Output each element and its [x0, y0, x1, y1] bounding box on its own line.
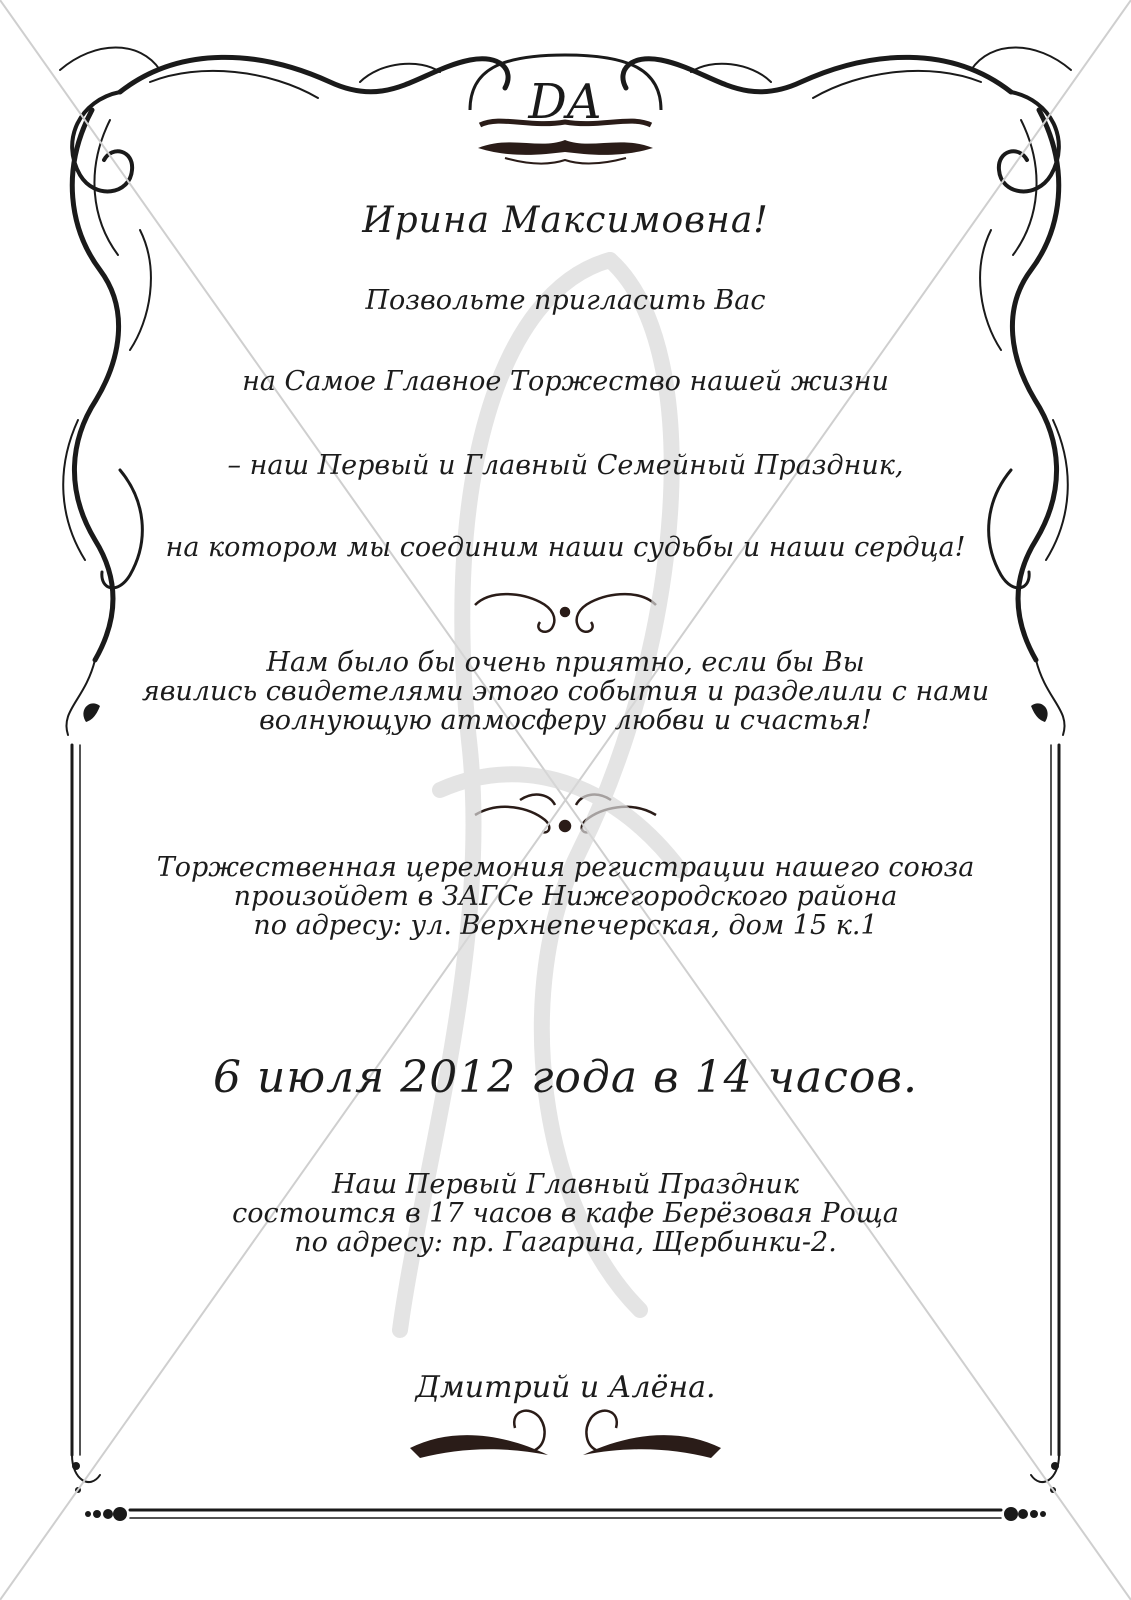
- intro-line: на Самое Главное Торжество нашей жизни: [242, 366, 889, 397]
- party-line: Наш Первый Главный Праздник: [332, 1169, 799, 1200]
- wish-line: волнующую атмосферу любви и счастья!: [259, 705, 872, 736]
- signature: Дмитрий и Алёна.: [415, 1370, 716, 1405]
- party-paragraph: [0, 1170, 1131, 1257]
- wish-line: явились свидетелями этого события и разделили с нами: [141, 676, 990, 707]
- party-line: состоится в 17 часов в кафе Берёзовая Роща: [232, 1198, 899, 1229]
- greeting: Ирина Максимовна!: [362, 200, 769, 241]
- intro-line: на котором мы соединим наши судьбы и наши сердца!: [165, 532, 966, 563]
- ceremony-paragraph: [0, 853, 1131, 940]
- monogram-letters: DA: [528, 74, 602, 130]
- ceremony-line: Торжественная церемония регистрации нашего союза: [156, 852, 975, 883]
- party-line: по адресу: пр. Гагарина, Щербинки-2.: [294, 1227, 837, 1258]
- event-date: 6 июля 2012 года в 14 часов.: [213, 1052, 918, 1103]
- wish-paragraph: [0, 648, 1131, 735]
- ceremony-line: произойдет в ЗАГСе Нижегородского района: [233, 881, 898, 912]
- wish-line: Нам было бы очень приятно, если бы Вы: [266, 647, 865, 678]
- ceremony-line: по адресу: ул. Верхнепечерская, дом 15 к.1: [253, 910, 878, 941]
- intro-line: Позвольте пригласить Вас: [365, 285, 766, 316]
- intro-line: – наш Первый и Главный Семейный Праздник,: [227, 450, 904, 481]
